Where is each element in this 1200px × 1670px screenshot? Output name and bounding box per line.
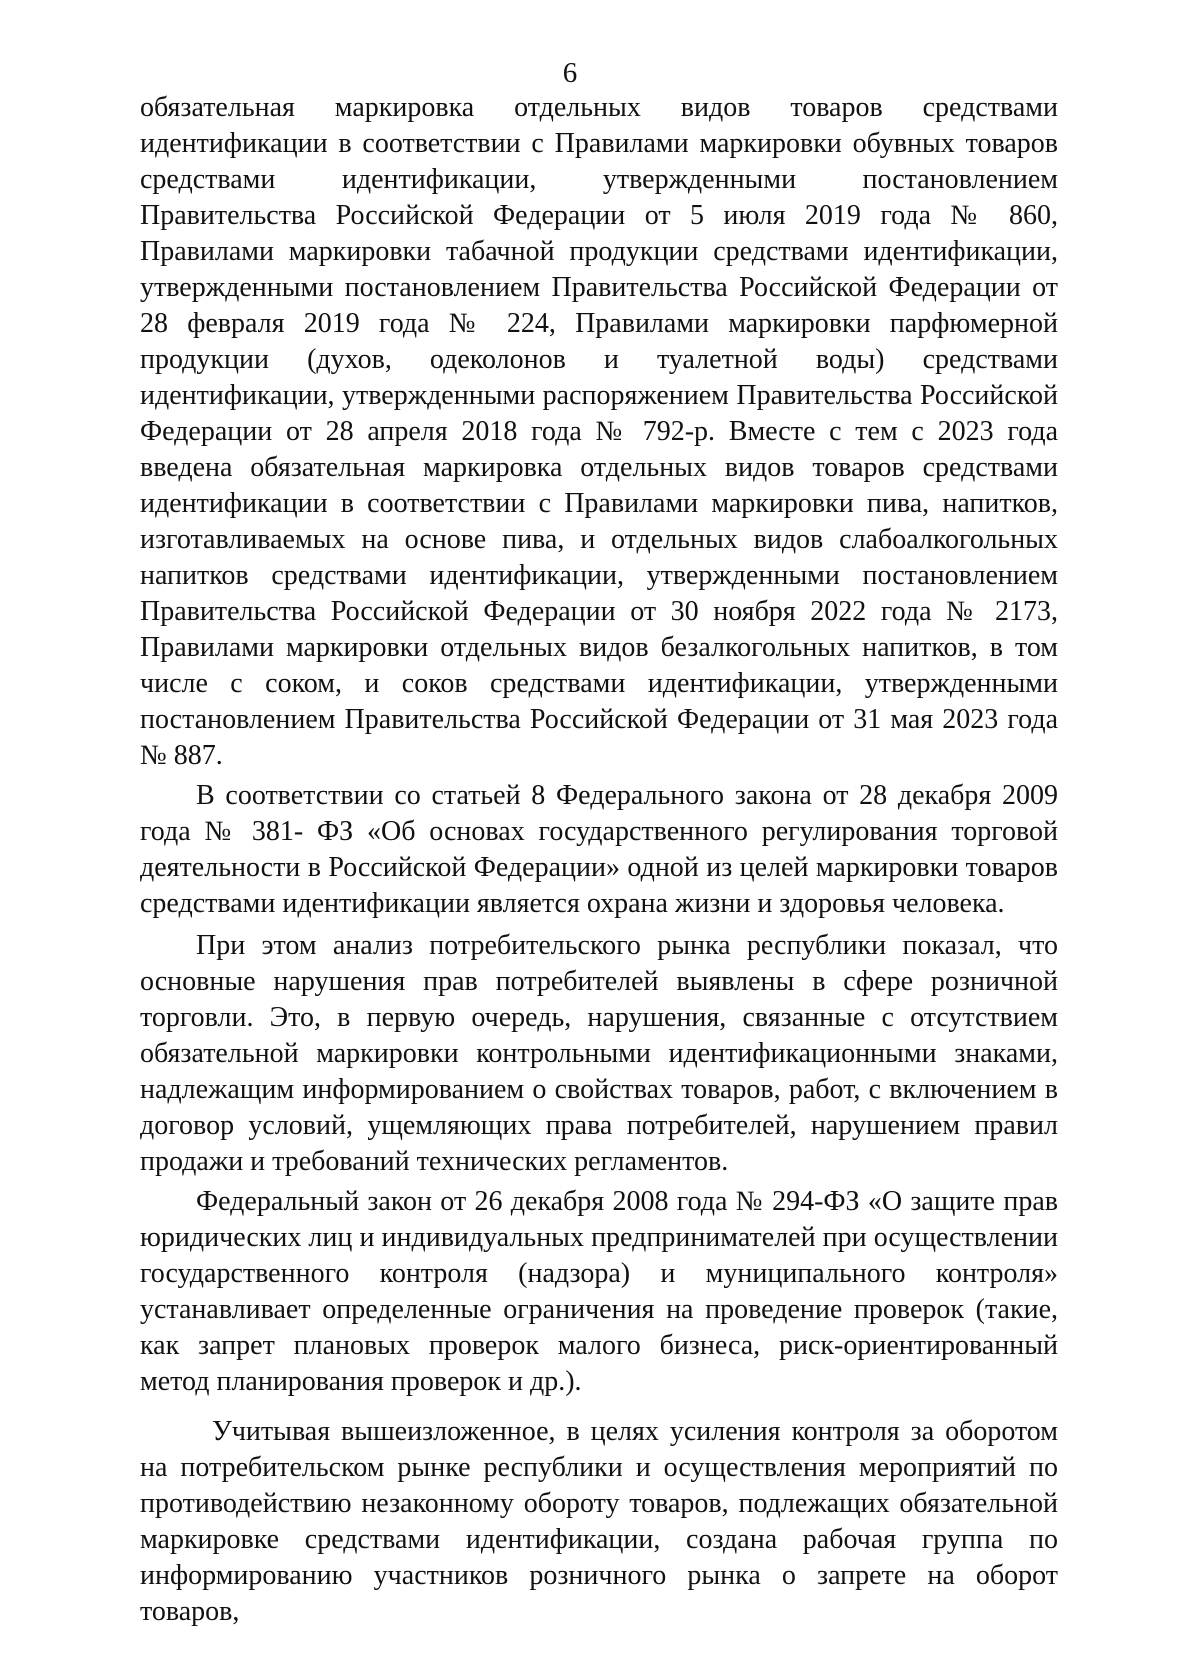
paragraph-federal-law-294: Федеральный закон от 26 декабря 2008 года № 294-ФЗ «О защите прав юридических лиц и индивидуальных предпринимателей при осуществлении государственного контроля (надзора) и муниципального контроля» устанавливает определенные ограничения на проведение проверок (такие, как запрет плановых проверок малого бизнеса, риск-ориентированный метод планирования проверок и др.). <box>140 1186 1058 1397</box>
document-body <box>140 90 1058 1630</box>
paragraph-working-group: Учитывая вышеизложенное, в целях усиления контроля за оборотом на потребительском рынке республики и осуществления мероприятий по противодействию незаконному обороту товаров, подлежащих обязательной маркировке средствами идентификации, создана рабочая группа по информированию участников розничного рынка о запрете на оборот товаров, <box>140 1416 1058 1627</box>
page-number: 6 <box>562 57 578 89</box>
paragraph-federal-law-381: В соответствии со статьей 8 Федерального закона от 28 декабря 2009 года № 381- ФЗ «Об основах государственного регулирования торговой деятельности в Российской Федерации» одной из целей маркировки товаров средствами идентификации является охрана жизни и здоровья человека. <box>140 780 1058 919</box>
paragraph-market-analysis: При этом анализ потребительского рынка республики показал, что основные нарушения прав потребителей выявлены в сфере розничной торговли. Это, в первую очередь, нарушения, связанные с отсутствием обязательной маркировки контрольными идентификационными знаками, надлежащим информированием о свойствах товаров, работ, с включением в договор условий, ущемляющих права потребителей, нарушением правил продажи и требований технических регламентов. <box>140 930 1058 1177</box>
paragraph-continued: обязательная маркировка отдельных видов товаров средствами идентификации в соответствии с Правилами маркировки обувных товаров средствами идентификации, утвержденными постановлением Правительства Российской Федерации от 5 июля 2019 года № 860, Правилами маркировки табачной продукции средствами идентификации, утвержденными постановлением Правительства Российской Федерации от 28 февраля 2019 года № 224, Правилами маркировки парфюмерной продукции (духов, одеколонов и туалетной воды) средствами идентификации, утвержденными распоряжением Правительства Российской Федерации от 28 апреля 2018 года № 792-р. Вместе с тем с 2023 года введена обязательная маркировка отдельных видов товаров средствами идентификации в соответствии с Правилами маркировки пива, напитков, изготавливаемых на основе пива, и отдельных видов слабоалкогольных напитков средствами идентификации, утвержденными постановлением Правительства Российской Федерации от 30 ноября 2022 года № 2173, Правилами маркировки отдельных видов безалкогольных напитков, в том числе с соком, и соков средствами идентификации, утвержденными постановлением Правительства Российской Федерации от 31 мая 2023 года № 887. <box>140 92 1058 771</box>
